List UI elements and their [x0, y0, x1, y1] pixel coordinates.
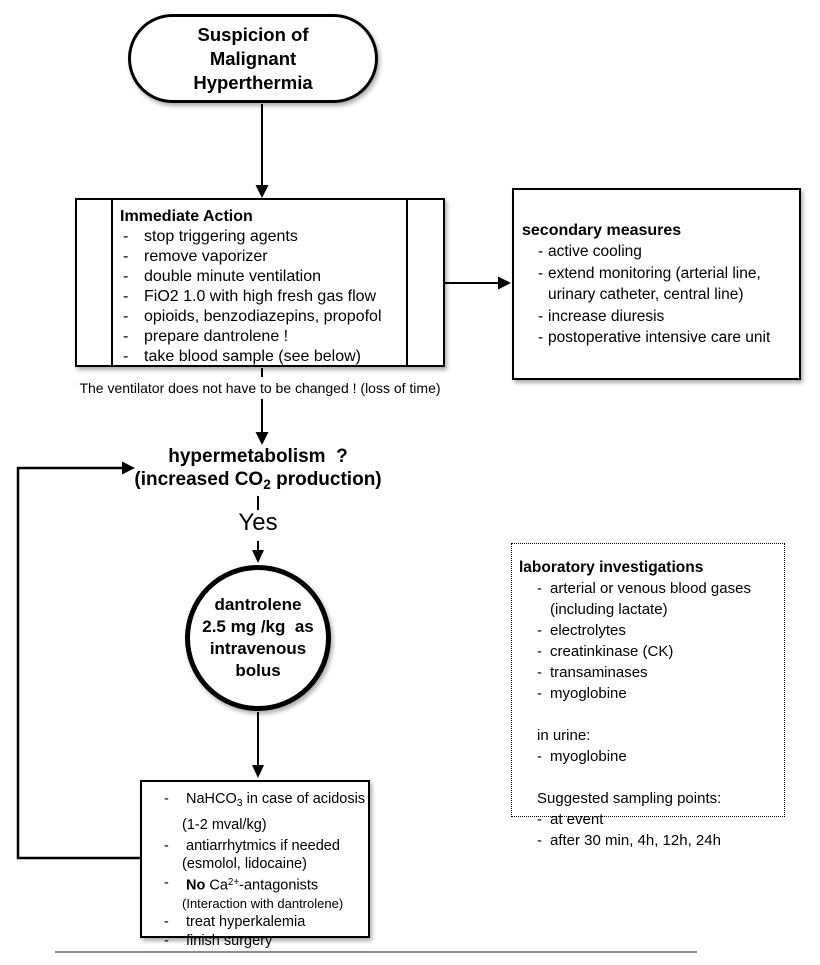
bullet-dash: - — [123, 348, 129, 365]
list-item — [538, 263, 799, 285]
list-item — [537, 662, 784, 683]
list-item-label: electrolytes — [550, 622, 626, 639]
list-item-continuation: (including lactate) — [550, 601, 668, 618]
bullet-dash: - — [537, 622, 542, 639]
dantrolene-line: dantrolene — [214, 595, 302, 614]
list-item-label: increase diuresis — [548, 307, 665, 325]
dantrolene-line: bolus — [235, 661, 281, 680]
node-secondary-measures — [512, 188, 801, 380]
predefined-process-bar-left — [111, 200, 113, 365]
bullet-dash: - — [537, 811, 542, 828]
list-item — [120, 347, 403, 367]
list-item — [120, 287, 403, 307]
dantrolene-line: 2.5 mg /kg as — [202, 617, 314, 636]
bullet-dash: - — [537, 685, 542, 702]
list-item — [537, 578, 784, 599]
list-item — [160, 874, 364, 895]
arrowhead-down-icon — [252, 765, 264, 778]
node-dantrolene-bolus — [185, 565, 331, 711]
question-line1: hypermetabolism ? — [168, 446, 348, 467]
list-item-label: FiO2 1.0 with high fresh gas flow — [144, 288, 377, 305]
list-item — [537, 830, 784, 851]
node-laboratory-investigations — [511, 543, 785, 849]
bullet-dash: - — [164, 932, 169, 949]
list-item — [120, 267, 403, 287]
bullet-dash: - — [123, 328, 129, 345]
urine-label: in urine: — [537, 727, 591, 744]
list-item-label: treat hyperkalemia — [186, 914, 306, 931]
list-item-continuation: (1-2 mval/kg) — [182, 817, 267, 834]
list-item-label: extend monitoring (arterial line, — [548, 264, 761, 282]
bullet-dash: - — [538, 329, 544, 346]
bullet-dash: - — [538, 243, 544, 260]
laboratory-title: laboratory investigations — [519, 559, 704, 576]
list-item — [160, 790, 364, 813]
list-item-label: at event — [550, 811, 604, 828]
suspicion-line: Suspicion of — [197, 23, 309, 45]
list-item-label: after 30 min, 4h, 12h, 24h — [550, 832, 721, 849]
yes-label: Yes — [238, 509, 278, 536]
bullet-dash: - — [123, 228, 129, 245]
suspicion-line: Malignant — [209, 47, 297, 69]
node-hypermetabolism-question — [108, 446, 408, 496]
list-item-label: myoglobine — [550, 685, 627, 702]
list-item — [120, 327, 403, 347]
list-item-label: active cooling — [548, 243, 642, 260]
co2-subscript: 2 — [263, 476, 271, 492]
question-line2-post: production) — [270, 468, 382, 490]
list-item — [160, 913, 364, 932]
bullet-dash: - — [538, 264, 544, 282]
suspicion-line: Hyperthermia — [193, 71, 313, 93]
list-item-label: finish surgery — [186, 932, 273, 949]
arrowhead-down-icon — [252, 550, 264, 563]
ca-superscript: 2+ — [227, 876, 240, 888]
list-item — [160, 837, 364, 856]
bullet-dash: - — [537, 643, 542, 660]
list-item-label: transaminases — [550, 664, 648, 681]
list-item-label: antiarrhytmics if needed — [186, 837, 340, 854]
list-item — [537, 809, 784, 830]
bullet-dash: - — [123, 248, 129, 265]
immediate-action-content — [120, 206, 403, 367]
immediate-action-title: Immediate Action — [120, 208, 253, 225]
bullet-dash: - — [164, 914, 169, 931]
bullet-dash: - — [164, 874, 169, 891]
list-item — [120, 227, 403, 247]
list-item-label: opioids, benzodiazepins, propofol — [144, 308, 382, 325]
list-item — [537, 641, 784, 662]
question-line2 — [108, 469, 408, 496]
bullet-dash: - — [537, 664, 542, 681]
list-item — [538, 327, 799, 349]
node-immediate-action — [75, 198, 445, 367]
list-item — [537, 620, 784, 641]
question-line2-pre: (increased CO — [134, 468, 264, 490]
list-item — [120, 247, 403, 267]
antagonists-text: -antagonists — [239, 877, 319, 894]
list-item-label: take blood sample (see below) — [144, 348, 362, 365]
page-divider-line — [55, 951, 697, 953]
secondary-measures-title: secondary measures — [522, 221, 682, 239]
nahco3-post: in case of acidosis — [242, 791, 366, 807]
nahco3-subscript: 3 — [236, 797, 243, 809]
arrowhead-down-icon — [256, 185, 269, 198]
bullet-dash: - — [164, 791, 169, 807]
dantrolene-line: intravenous — [209, 639, 307, 658]
list-item — [537, 683, 784, 704]
list-item-label: arterial or venous blood gases — [550, 580, 751, 597]
list-item-label: stop triggering agents — [144, 228, 298, 245]
sampling-label: Suggested sampling points: — [537, 790, 722, 807]
bullet-dash: - — [537, 748, 542, 765]
list-item — [120, 307, 403, 327]
loop-therapy-to-question — [18, 468, 140, 858]
list-item-label: prepare dantrolene ! — [144, 328, 289, 345]
node-suspicion — [128, 14, 378, 103]
therapy-content — [160, 790, 364, 950]
list-item — [538, 241, 799, 263]
bullet-dash: - — [537, 580, 542, 597]
bullet-dash: - — [123, 308, 129, 325]
list-item — [537, 746, 784, 767]
list-item-label: myoglobine — [550, 748, 627, 765]
bullet-dash: - — [537, 832, 542, 849]
arrowhead-down-icon — [256, 432, 269, 445]
list-item-label: creatinkinase (CK) — [550, 643, 674, 660]
arrowhead-right-icon — [498, 277, 511, 290]
ventilator-note: The ventilator does not have to be changed ! (loss of time) — [79, 380, 441, 396]
bullet-dash: - — [164, 837, 169, 854]
list-item-continuation: urinary catheter, central line) — [548, 286, 744, 303]
list-item-label: double minute ventilation — [144, 268, 322, 285]
ca-text: Ca — [205, 877, 228, 894]
spacer — [519, 767, 784, 788]
list-item-continuation: (Interaction with dantrolene) — [182, 895, 344, 911]
list-item-continuation: (esmolol, lidocaine) — [182, 856, 307, 873]
nahco3-pre: NaHCO — [186, 791, 237, 807]
list-item — [160, 932, 364, 951]
node-therapy — [140, 780, 370, 949]
bullet-dash: - — [123, 288, 129, 305]
no-emphasis: No — [186, 877, 206, 894]
list-item-label — [186, 874, 318, 895]
predefined-process-bar-right — [406, 200, 408, 365]
list-item-label: postoperative intensive care unit — [548, 329, 771, 346]
bullet-dash: - — [538, 307, 544, 325]
bullet-dash: - — [123, 268, 129, 285]
list-item — [538, 306, 799, 328]
spacer — [519, 704, 784, 725]
list-item-label: remove vaporizer — [144, 248, 268, 265]
list-item-label — [186, 790, 365, 813]
